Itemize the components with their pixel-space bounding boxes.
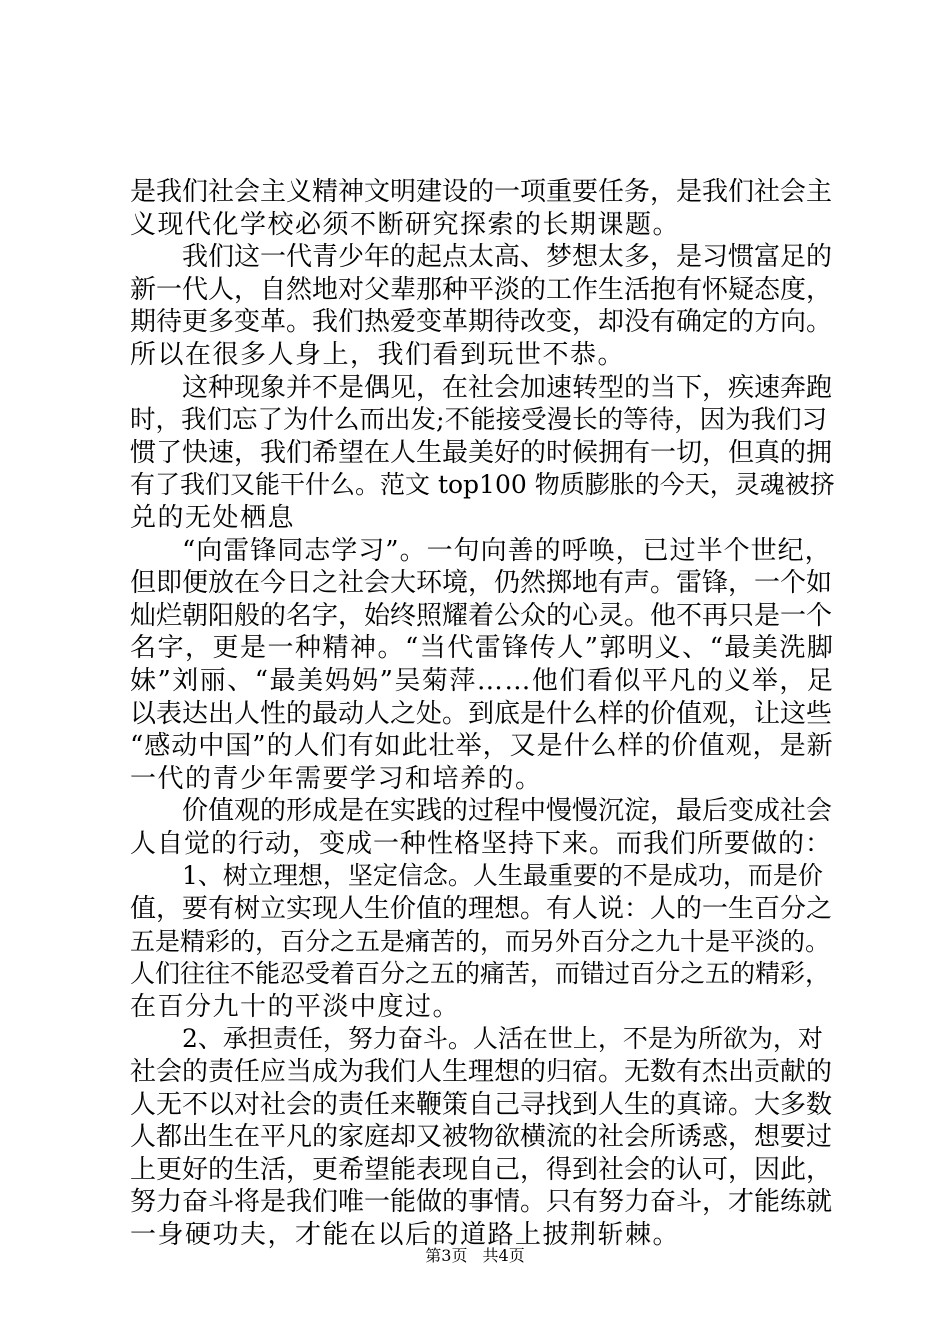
text-line: 兑的无处栖息 xyxy=(130,502,296,533)
text-line: 是我们社会主义精神文明建设的一项重要任务，是我们社会主 xyxy=(130,177,833,207)
text-line: 新一代人，自然地对父辈那种平淡的工作生活抱有怀疑态度， xyxy=(130,274,833,305)
page-footer xyxy=(0,1246,950,1266)
text-line: 社会的责任应当成为我们人生理想的归宿。无数有杰出贡献的 xyxy=(130,1057,833,1088)
text-line: 期待更多变革。我们热爱变革期待改变，却没有确定的方向。 xyxy=(130,307,833,338)
page-number: 第3页 xyxy=(425,1246,468,1265)
text-line: 五是精彩的，百分之五是痛苦的，而另外百分之九十是平淡的。 xyxy=(130,926,831,956)
text-line: 人自觉的行动，变成一种性格坚持下来。而我们所要做的： xyxy=(130,828,833,859)
text-line: 所以在很多人身上，我们看到玩世不恭。 xyxy=(130,339,626,370)
text-line: 名字，更是一种精神。“当代雷锋传人”郭明义、“最美洗脚 xyxy=(130,633,835,664)
text-line: 人都出生在平凡的家庭却又被物欲横流的社会所诱惑，想要过 xyxy=(130,1122,833,1153)
text-line: 1、树立理想，坚定信念。人生最重要的不是成功，而是价 xyxy=(182,861,823,891)
text-line: 人无不以对社会的责任来鞭策自己寻找到人生的真谛。大多数 xyxy=(130,1089,833,1120)
document-body xyxy=(130,176,835,1252)
text-line: 妹”刘丽、“最美妈妈”吴菊萍……他们看似平凡的义举，足 xyxy=(130,665,835,696)
text-line: 努力奋斗将是我们唯一能做的事情。只有努力奋斗，才能练就 xyxy=(130,1187,833,1218)
text-line: 在百分九十的平淡中度过。 xyxy=(130,991,461,1022)
text-line: 但即便放在今日之社会大环境，仍然掷地有声。雷锋，一个如 xyxy=(130,568,833,599)
text-line: 惯了快速，我们希望在人生最美好的时候拥有一切，但真的拥 xyxy=(130,437,833,468)
text-line: 时，我们忘了为什么而出发;不能接受漫长的等待，因为我们习 xyxy=(130,405,828,436)
text-line: 值，要有树立实现人生价值的理想。有人说：人的一生百分之 xyxy=(130,894,833,925)
text-line: 这种现象并不是偶见，在社会加速转型的当下，疾速奔跑 xyxy=(182,372,833,403)
text-line: 我们这一代青少年的起点太高、梦想太多，是习惯富足的 xyxy=(182,242,833,273)
text-line: 灿烂朝阳般的名字，始终照耀着公众的心灵。他不再只是一个 xyxy=(130,600,833,631)
text-line: 有了我们又能干什么。范文 top100 物质膨胀的今天，灵魂被挤 xyxy=(130,470,835,500)
text-line: “向雷锋同志学习”。一句向善的呼唤，已过半个世纪， xyxy=(182,535,832,566)
text-line: 上更好的生活，更希望能表现自己，得到社会的认可，因此， xyxy=(130,1154,833,1185)
text-line: 以表达出人性的最动人之处。到底是什么样的价值观，让这些 xyxy=(130,698,833,729)
text-line: 人们往往不能忍受着百分之五的痛苦，而错过百分之五的精彩， xyxy=(130,959,831,989)
text-line: “感动中国”的人们有如此壮举，又是什么样的价值观，是新 xyxy=(130,731,834,762)
text-line: 2、承担责任，努力奋斗。人活在世上，不是为所欲为，对 xyxy=(182,1024,823,1054)
text-line: 一代的青少年需要学习和培养的。 xyxy=(130,763,543,794)
page-total: 共4页 xyxy=(482,1246,525,1265)
text-line: 义现代化学校必须不断研究探索的长期课题。 xyxy=(130,209,681,240)
text-line: 一身硬功夫，才能在以后的道路上披荆斩棘。 xyxy=(130,1220,681,1250)
text-line: 价值观的形成是在实践的过程中慢慢沉淀，最后变成社会 xyxy=(182,796,833,827)
